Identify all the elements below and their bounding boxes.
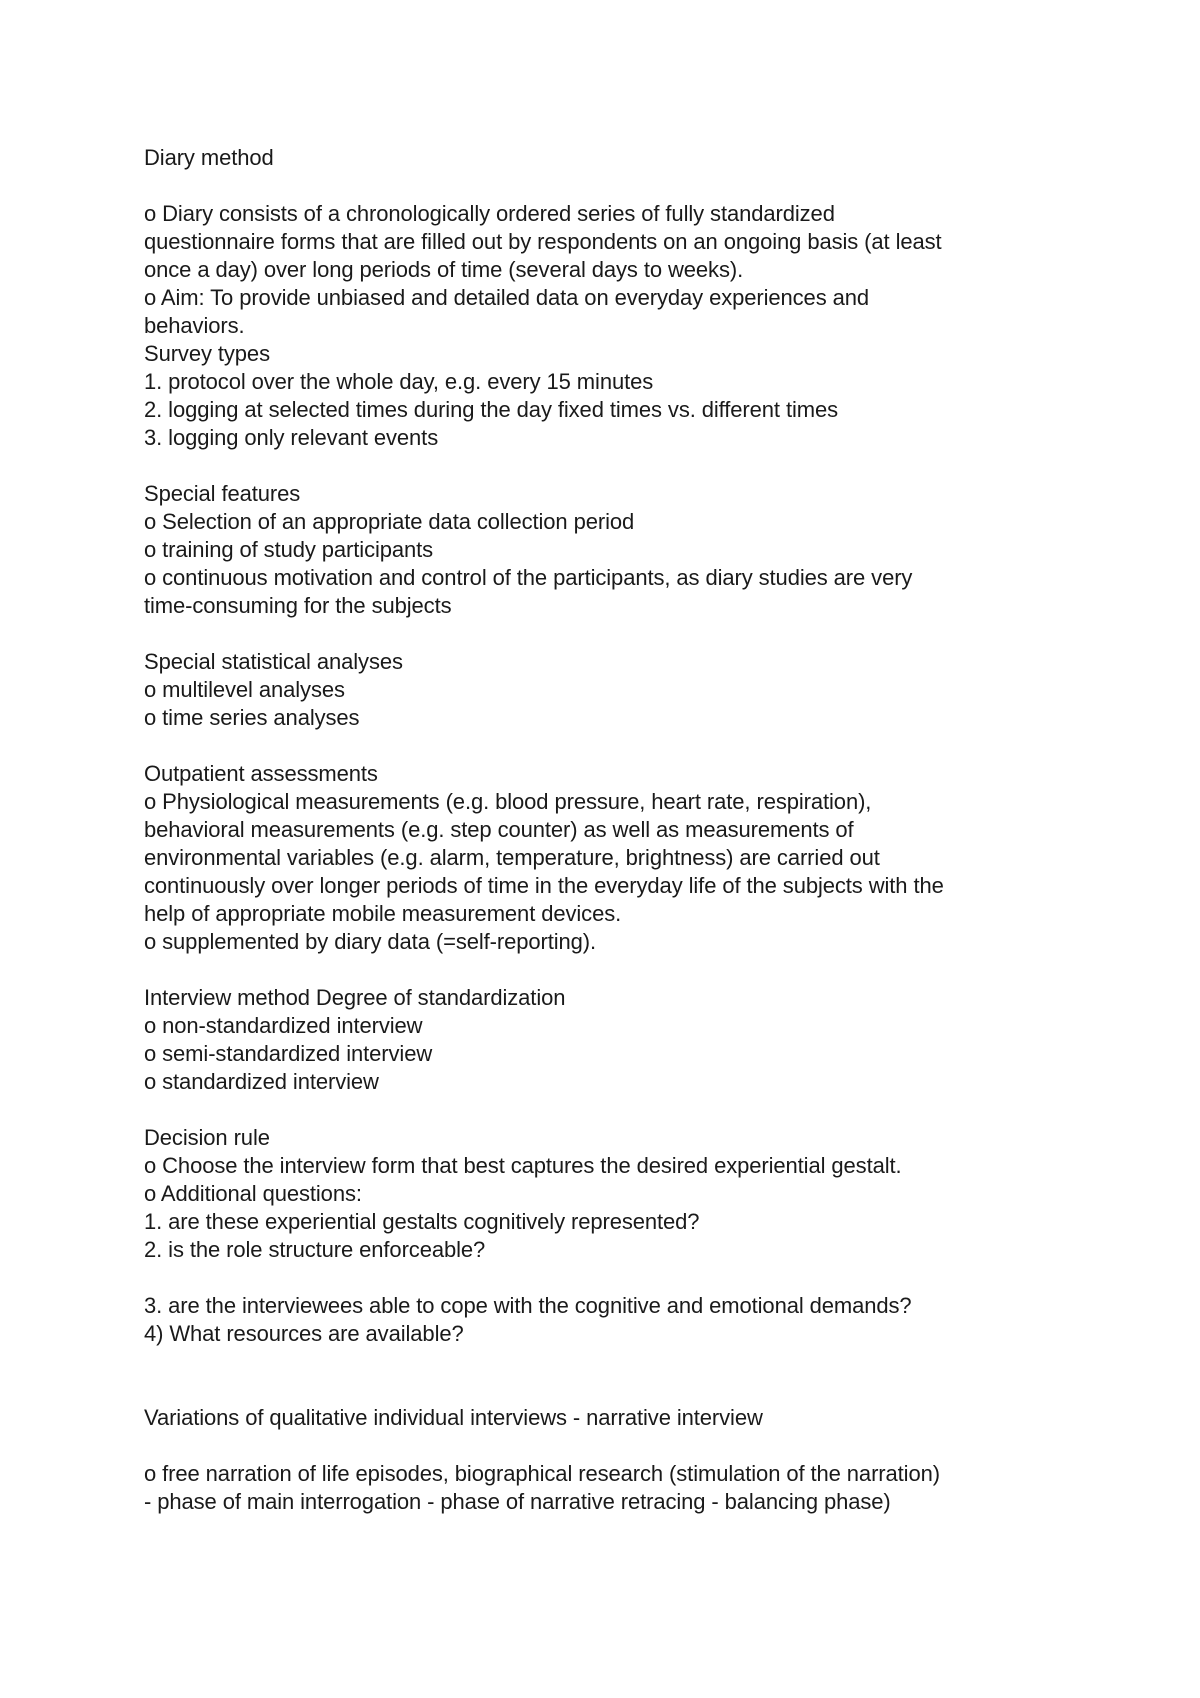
text-line: Special statistical analyses bbox=[144, 649, 403, 674]
text-line: environmental variables (e.g. alarm, temperature, brightness) are carried out bbox=[144, 845, 880, 870]
blank-line bbox=[144, 1348, 1064, 1376]
text-line: o Aim: To provide unbiased and detailed data on everyday experiences and bbox=[144, 285, 870, 310]
text-line: o Diary consists of a chronologically ordered series of fully standardized bbox=[144, 201, 835, 226]
text-line: once a day) over long periods of time (several days to weeks). bbox=[144, 257, 744, 282]
text-line: o Choose the interview form that best captures the desired experiential gestalt. bbox=[144, 1153, 902, 1178]
blank-line bbox=[144, 620, 1064, 648]
blank-line bbox=[144, 1264, 1064, 1292]
blank-line bbox=[144, 1376, 1064, 1404]
text-line: Survey types bbox=[144, 341, 270, 366]
text-line: 2. logging at selected times during the day fixed times vs. different times bbox=[144, 397, 839, 422]
text-line: o standardized interview bbox=[144, 1069, 379, 1094]
blank-line bbox=[144, 732, 1064, 760]
text-line: 1. protocol over the whole day, e.g. every 15 minutes bbox=[144, 369, 654, 394]
blank-line bbox=[144, 956, 1064, 984]
text-line: behaviors. bbox=[144, 313, 245, 338]
text-line: Variations of qualitative individual interviews - narrative interview bbox=[144, 1405, 763, 1430]
text-line: Special features bbox=[144, 481, 301, 506]
text-line: o Additional questions: bbox=[144, 1181, 362, 1206]
text-line: 1. are these experiential gestalts cognitively represented? bbox=[144, 1209, 700, 1234]
text-line: o free narration of life episodes, biographical research (stimulation of the narration) bbox=[144, 1461, 940, 1486]
text-line: 2. is the role structure enforceable? bbox=[144, 1237, 486, 1262]
text-line: o multilevel analyses bbox=[144, 677, 345, 702]
text-line: o non-standardized interview bbox=[144, 1013, 423, 1038]
text-line: Decision rule bbox=[144, 1125, 270, 1150]
text-line: behavioral measurements (e.g. step counter) as well as measurements of bbox=[144, 817, 854, 842]
text-line: 3. logging only relevant events bbox=[144, 425, 439, 450]
text-line: o continuous motivation and control of the participants, as diary studies are very bbox=[144, 565, 913, 590]
text-line: questionnaire forms that are filled out by respondents on an ongoing basis (at least bbox=[144, 229, 942, 254]
text-line: o training of study participants bbox=[144, 537, 434, 562]
text-line: help of appropriate mobile measurement devices. bbox=[144, 901, 622, 926]
text-line: Diary method bbox=[144, 145, 274, 170]
blank-line bbox=[144, 452, 1064, 480]
text-line: time-consuming for the subjects bbox=[144, 593, 452, 618]
text-line: - phase of main interrogation - phase of narrative retracing - balancing phase) bbox=[144, 1489, 891, 1514]
text-line: o supplemented by diary data (=self-reporting). bbox=[144, 929, 597, 954]
text-line: 3. are the interviewees able to cope with the cognitive and emotional demands? bbox=[144, 1293, 912, 1318]
text-line: o time series analyses bbox=[144, 705, 360, 730]
document-body bbox=[144, 144, 1064, 1516]
text-line: o semi-standardized interview bbox=[144, 1041, 433, 1066]
blank-line bbox=[144, 1096, 1064, 1124]
text-line: Outpatient assessments bbox=[144, 761, 378, 786]
text-line: o Physiological measurements (e.g. blood pressure, heart rate, respiration), bbox=[144, 789, 872, 814]
text-line: 4) What resources are available? bbox=[144, 1321, 464, 1346]
blank-line bbox=[144, 172, 1064, 200]
text-line: Interview method Degree of standardization bbox=[144, 985, 566, 1010]
blank-line bbox=[144, 1432, 1064, 1460]
text-line: o Selection of an appropriate data collection period bbox=[144, 509, 635, 534]
text-line: continuously over longer periods of time in the everyday life of the subjects with the bbox=[144, 873, 944, 898]
